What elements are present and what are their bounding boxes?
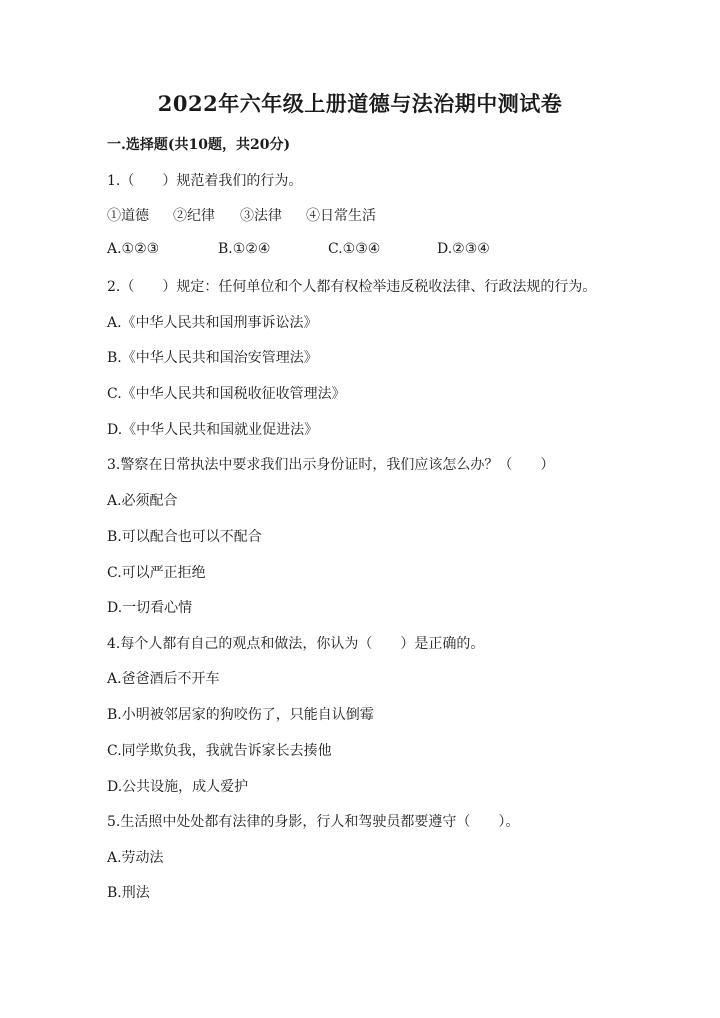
question-1-option: C.①③④	[328, 241, 381, 257]
question-2-stem: 2.（ ）规定：任何单位和个人都有权检举违反税收法律、行政法规的行为。	[107, 279, 597, 295]
section-heading: 一.选择题(共10题，共20分)	[107, 137, 291, 153]
question-2-option: D.《中华人民共和国就业促进法》	[107, 422, 319, 438]
question-3-option: A.必须配合	[107, 493, 178, 509]
question-5-option: B.刑法	[107, 885, 150, 901]
question-3-option: C.可以严正拒绝	[107, 565, 206, 581]
question-4-option: C.同学欺负我，我就告诉家长去揍他	[107, 743, 332, 759]
question-3-option: B.可以配合也可以不配合	[107, 529, 262, 545]
question-2-option: A.《中华人民共和国刑事诉讼法》	[107, 315, 318, 331]
question-1-item: ③法律	[240, 208, 282, 224]
question-1-items	[107, 205, 607, 225]
question-4-stem: 4.每个人都有自己的观点和做法，你认为（ ）是正确的。	[107, 636, 485, 652]
question-1-option: A.①②③	[107, 241, 160, 257]
question-1-item: ④日常生活	[306, 208, 376, 224]
question-2-option: B.《中华人民共和国治安管理法》	[107, 350, 318, 366]
question-5-option: A.劳动法	[107, 850, 164, 866]
question-4-option: B.小明被邻居家的狗咬伤了，只能自认倒霉	[107, 707, 374, 723]
question-4-option: A.爸爸酒后不开车	[107, 671, 220, 687]
question-5-stem: 5.生活照中处处都有法律的身影，行人和驾驶员都要遵守（ ）。	[107, 814, 520, 830]
question-3-stem: 3.警察在日常执法中要求我们出示身份证时，我们应该怎么办？（ ）	[107, 457, 555, 473]
question-2-option: C.《中华人民共和国税收征收管理法》	[107, 386, 346, 402]
question-1-item: ①道德	[107, 208, 149, 224]
question-1-options	[107, 241, 607, 261]
question-3-option: D.一切看心情	[107, 600, 193, 616]
question-1-stem: 1.（ ）规范着我们的行为。	[107, 173, 303, 189]
question-1-option: B.①②④	[218, 241, 271, 257]
exam-title: 2022年六年级上册道德与法治期中测试卷	[157, 91, 563, 116]
question-1-item: ②纪律	[173, 208, 215, 224]
question-1-option: D.②③④	[437, 241, 490, 257]
question-4-option: D.公共设施，成人爱护	[107, 779, 249, 795]
